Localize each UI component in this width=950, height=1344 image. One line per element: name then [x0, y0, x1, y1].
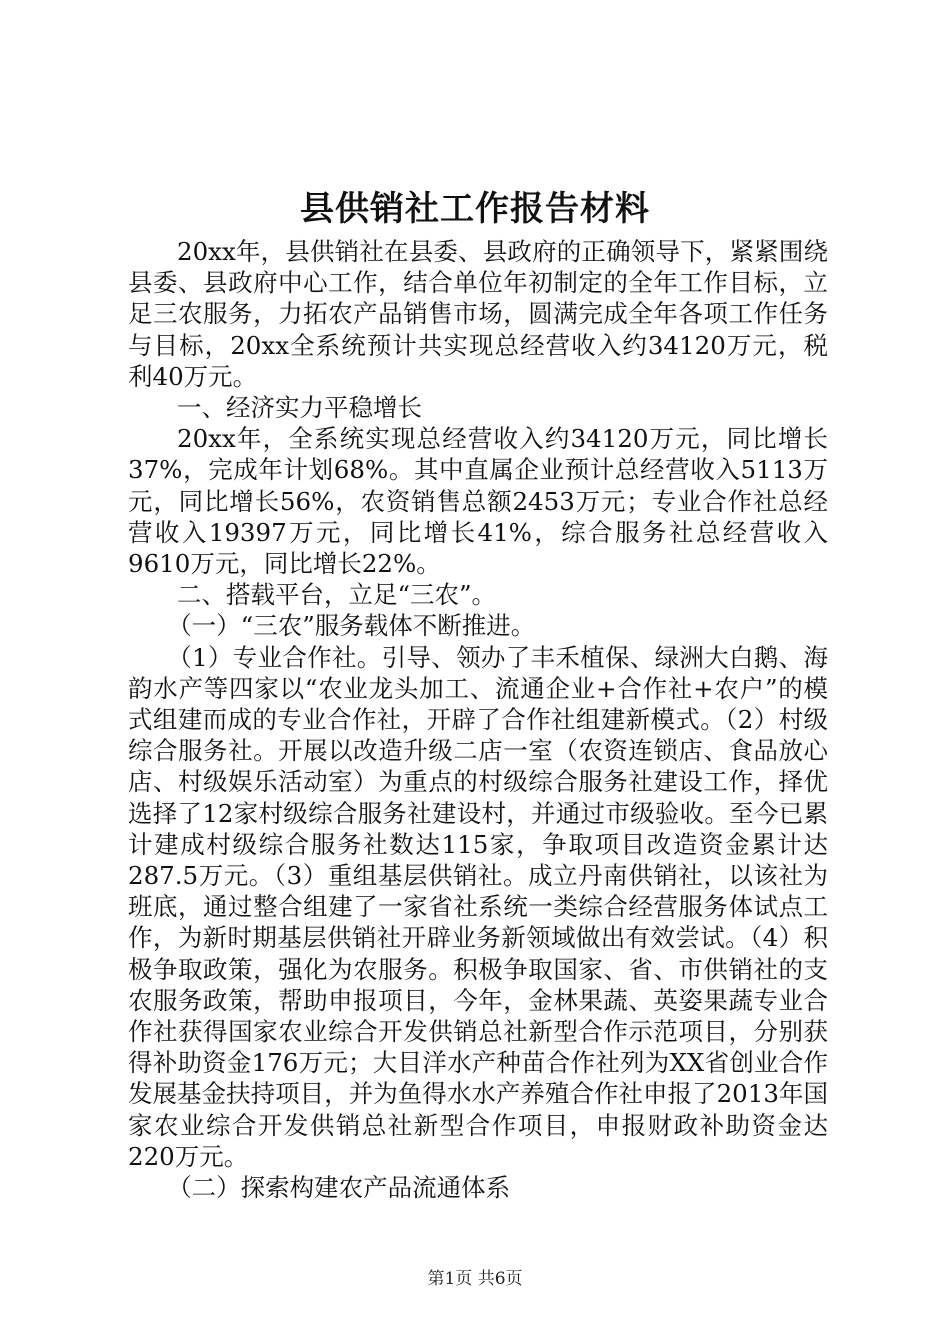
paragraph-service-carriers: （1）专业合作社。引导、领办了丰禾植保、绿洲大白鹅、海韵水产等四家以“农业龙头加工、流通企业+合作社+农户”的模式组建而成的专业合作社，开辟了合作社组建新模式。（2）村级综合服务社。开展以改造升级二店一室（农资连锁店、食品放心店、村级娱乐活动室）为重点的村级综合服务社建设工作，择优选择了12家村级综合服务社建设村，并通过市级验收。至今已累计建成村级综合服务社数达115家，争取项目改造资金累计达287.5万元。（3）重组基层供销社。成立丹南供销社，以该社为班底，通过整合组建了一家省社系统一类综合经营服务体试点工作，为新时期基层供销社开辟业务新领域做出有效尝试。（4）积极争取政策，强化为农服务。积极争取国家、省、市供销社的支农服务政策，帮助申报项目，今年，金林果蔬、英姿果蔬专业合作社获得国家农业综合开发供销总社新型合作示范项目，分别获得补助资金176万元；大目洋水产种苗合作社列为XX省创业合作发展基金扶持项目，并为鱼得水水产养殖合作社申报了2013年国家农业综合开发供销总社新型合作项目，申报财政补助资金达220万元。 — [128, 642, 828, 1171]
section-heading-2: 二、搭载平台，立足“三农”。 — [177, 580, 497, 610]
paragraph-intro: 20xx年，县供销社在县委、县政府的正确领导下，紧紧围绕县委、县政府中心工作，结合单位年初制定的全年工作目标，立足三农服务，力拓农产品销售市场，圆满完成全年各项工作任务与目标，20xx全系统预计共实现总经营收入约34120万元，税利40万元。 — [128, 237, 828, 391]
document-body — [128, 236, 828, 1203]
paragraph-economy: 20xx年，全系统实现总经营收入约34120万元，同比增长37%，完成年计划68%。其中直属企业预计总经营收入5113万元，同比增长56%，农资销售总额2453万元；专业合作社总经营收入19397万元，同比增长41%，综合服务社总经营收入9610万元，同比增长22%。 — [128, 424, 828, 579]
section-heading-1: 一、经济实力平稳增长 — [177, 393, 422, 423]
subsection-heading-1: （一）“三农”服务载体不断推进。 — [167, 611, 536, 641]
page-number-footer: 第1页 共6页 — [427, 1269, 523, 1289]
subsection-heading-2: （二）探索构建农产品流通体系 — [167, 1173, 511, 1203]
document-title: 县供销社工作报告材料 — [300, 189, 650, 229]
